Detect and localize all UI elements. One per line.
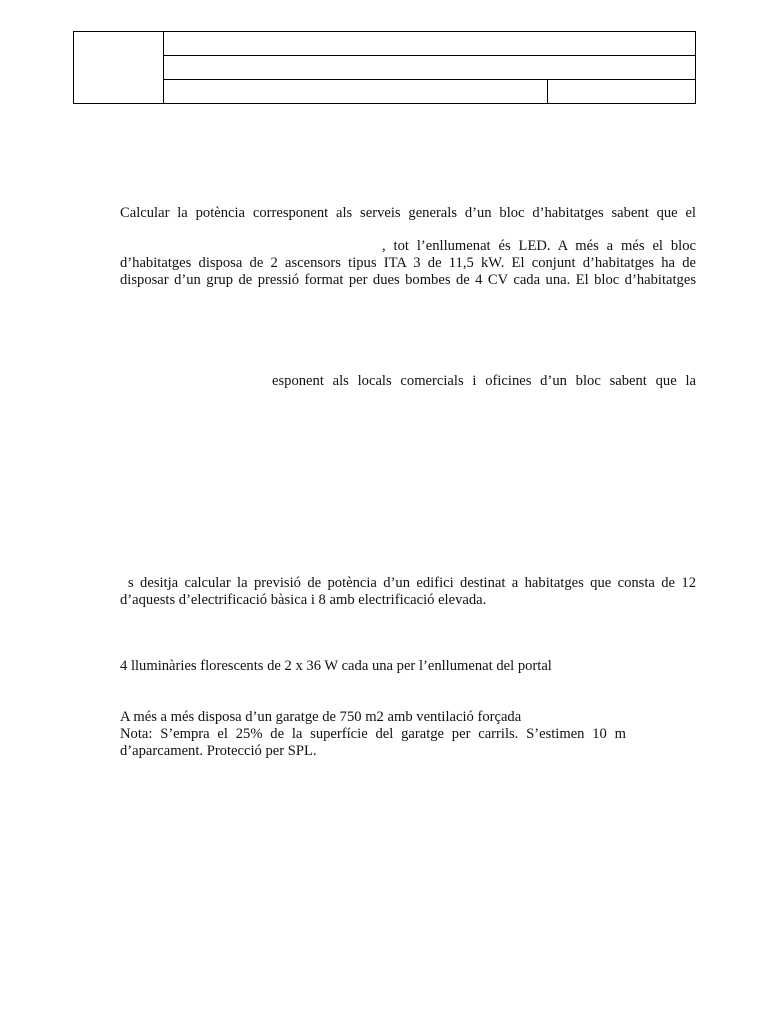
header-row-2	[164, 56, 695, 80]
paragraph-5-line-3: d’aparcament. Protecció per SPL.	[120, 743, 317, 759]
paragraph-1-line-2: , tot l’enllumenat és LED. A més a més el bloc	[382, 238, 696, 254]
header-row-1	[164, 32, 695, 56]
paragraph-3-line-2: d’aquests d’electrificació bàsica i 8 amb electrificació elevada.	[120, 592, 487, 608]
paragraph-1-line-4: disposar d’un grup de pressió format per dues bombes de 4 CV cada una. El bloc d’habitatges	[120, 272, 696, 288]
paragraph-1-line-1: Calcular la potència corresponent als serveis generals d’un bloc d’habitatges sabent que el	[120, 205, 696, 221]
paragraph-1-line-3: d’habitatges disposa de 2 ascensors tipus ITA 3 de 11,5 kW. El conjunt d’habitatges ha de	[120, 255, 696, 271]
header-row-3-right	[548, 80, 695, 103]
header-logo-cell	[74, 32, 164, 103]
paragraph-3-line-1: s desitja calcular la previsió de potència d’un edifici destinat a habitatges que consta de 12	[128, 575, 696, 591]
header-row-3-left	[164, 80, 548, 103]
header-table	[73, 31, 696, 104]
paragraph-2-line-1: esponent als locals comercials i oficines d’un bloc sabent que la	[272, 373, 696, 389]
paragraph-5-line-2: Nota: S’empra el 25% de la superfície del garatge per carrils. S’estimen 10 m	[120, 726, 626, 742]
paragraph-4-line-1: 4 lluminàries florescents de 2 x 36 W cada una per l’enllumenat del portal	[120, 658, 552, 674]
paragraph-5-line-1: A més a més disposa d’un garatge de 750 m2 amb ventilació forçada	[120, 709, 522, 725]
